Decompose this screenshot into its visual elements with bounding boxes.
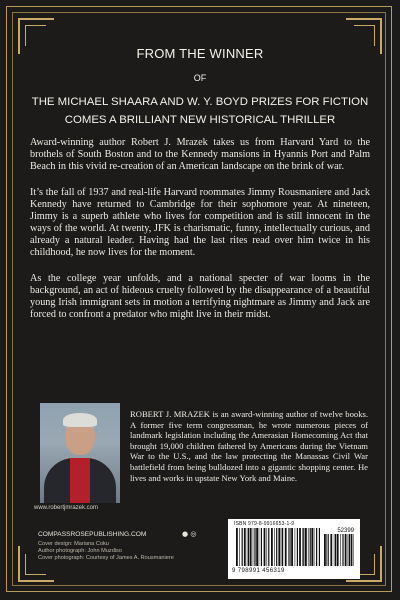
blurb-paragraph-1: Award-winning author Robert J. Mrazek takes us from Harvard Yard to the brothels of South Boston and to the Kennedy mansions in Hyannis Port and Palm Beach in this vivid re-creation of an American landscape on the brink of war. [30,137,370,172]
cover-credits [38,541,174,562]
author-bio: ROBERT J. MRAZEK is an award-winning author of twelve books. A former five term congressman, he wrote numerous pieces of landmark legislation including the Amerasian Homecoming Act that brought 19,000 children fathered by Americans during the Vietnam War to the U.S., and the law protecting the Manassas Civil War battlefield from being bulldozed into a gigantic shopping center. He lives and works in upstate New York and Maine. [130,409,368,483]
barcode-bars [236,528,320,566]
author-section [30,403,370,515]
facebook-icon: ● [182,530,189,538]
blurb-paragraph-2: It’s the fall of 1937 and real-life Harvard roommates Jimmy Rousmaniere and Jack Kennedy have returned to Cambridge for their sophomore year. At nineteen, Jimmy is a superb athlete who lives for competition and is still innocent in the ways of the world. At twenty, JFK is charismatic, funny, intellectually curious, and already a natural leader. Having had the last rites read over him twice in his childhood, he now lives for the moment. [30,187,370,258]
publisher-website: COMPASSROSEPUBLISHING.COM [38,531,147,538]
back-cover-content [30,42,370,321]
publisher-section [30,519,370,581]
isbn-label: ISBN 979-8-9916653-1-9 [234,521,295,527]
headline-of: OF [193,73,207,83]
headline-prizes [30,93,370,129]
author-photo [40,403,120,503]
price-code: 52399 [337,528,354,534]
barcode-number: 9 798991 456319 [232,568,285,574]
credit-author-photo: Author photograph: John Muzdiso [38,548,122,554]
instagram-icon: ◎ [190,530,197,538]
credit-cover-design: Cover design: Mariana Coku [38,541,109,547]
credit-cover-photo: Cover photograph: Courtesy of James A. Rousmaniere [38,555,174,561]
headline-thriller-line: COMES A BRILLIANT NEW HISTORICAL THRILLER [64,114,336,126]
barcode [228,519,360,579]
blurb-paragraph-3: As the college year unfolds, and a national specter of war looms in the background, an act of hideous cruelty followed by the disappearance of a beautiful young Irish immigrant sets in motion a terrifying nightmare as Jimmy and Jack are forced to confront a predator who might live in their midst. [30,273,370,320]
author-website: www.robertjmrazek.com [34,505,99,511]
social-icons [182,530,196,538]
barcode-addon-bars [324,534,354,566]
author-photo-scarf [70,458,90,503]
author-photo-hair [63,413,97,427]
headline-prizes-line: THE MICHAEL SHAARA AND W. Y. BOYD PRIZES FOR FICTION [31,96,369,108]
headline-from-the-winner: FROM THE WINNER [136,46,264,61]
